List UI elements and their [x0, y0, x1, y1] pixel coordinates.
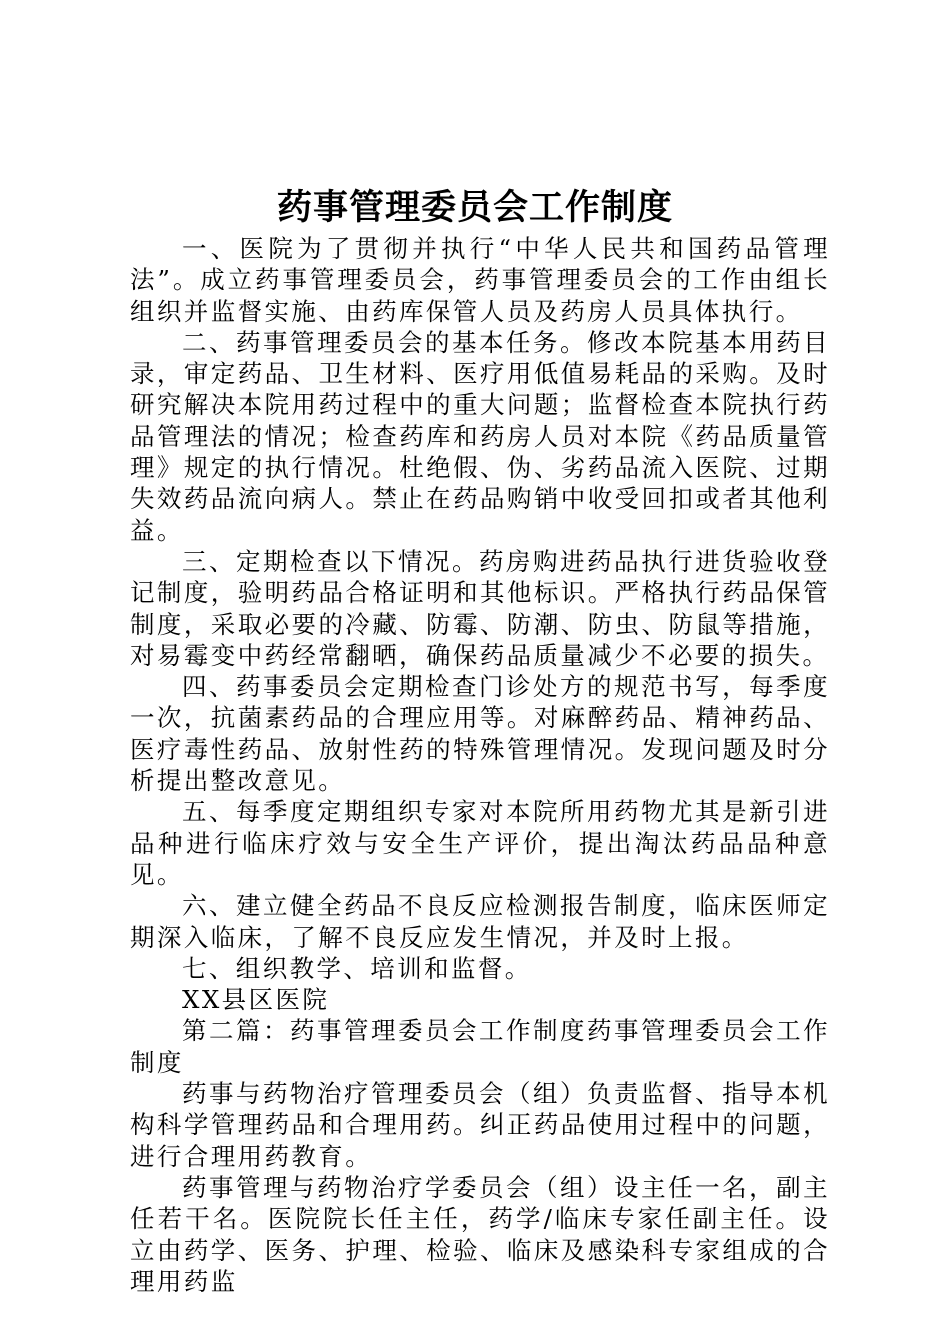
- paragraph-1: 一、医院为了贯彻并执行“中华人民共和国药品管理法”。成立药事管理委员会，药事管理委员会的工作由组长组织并监督实施、由药库保管人员及药房人员具体执行。: [130, 234, 830, 326]
- paragraph-8: 药事与药物治疗管理委员会（组）负责监督、指导本机构科学管理药品和合理用药。纠正药品使用过程中的问题，进行合理用药教育。: [130, 1079, 830, 1171]
- hospital-name-line: XX县区医院: [182, 985, 330, 1015]
- paragraph-5: 五、每季度定期组织专家对本院所用药物尤其是新引进品种进行临床疗效与安全生产评价，提出淘汰药品品种意见。: [130, 797, 830, 889]
- paragraph-4: 四、药事委员会定期检查门诊处方的规范书写，每季度一次，抗菌素药品的合理应用等。对麻醉药品、精神药品、医疗毒性药品、放射性药的特殊管理情况。发现问题及时分析提出整改意见。: [130, 672, 830, 796]
- section-two-heading: 第二篇：药事管理委员会工作制度药事管理委员会工作制度: [130, 1016, 830, 1077]
- paragraph-9: 药事管理与药物治疗学委员会（组）设主任一名，副主任若干名。医院院长任主任，药学/临床专家任副主任。设立由药学、医务、护理、检验、临床及感染科专家组成的合理用药监: [130, 1172, 830, 1296]
- paragraph-2: 二、药事管理委员会的基本任务。修改本院基本用药目录，审定药品、卫生材料、医疗用低值易耗品的采购。及时研究解决本院用药过程中的重大问题；监督检查本院执行药品管理法的情况；检查药库和药房人员对本院《药品质量管理》规定的执行情况。杜绝假、伪、劣药品流入医院、过期失效药品流向病人。禁止在药品购销中收受回扣或者其他利益。: [130, 327, 830, 545]
- paragraph-3: 三、定期检查以下情况。药房购进药品执行进货验收登记制度，验明药品合格证明和其他标识。严格执行药品保管制度，采取必要的冷藏、防霉、防潮、防虫、防鼠等措施，对易霉变中药经常翻晒，确保药品质量减少不必要的损失。: [130, 546, 830, 670]
- paragraph-7: 七、组织教学、培训和监督。: [182, 953, 532, 983]
- document-title: 药事管理委员会工作制度: [276, 188, 673, 228]
- document-body: [130, 233, 830, 1297]
- paragraph-6: 六、建立健全药品不良反应检测报告制度，临床医师定期深入临床，了解不良反应发生情况，并及时上报。: [130, 891, 830, 952]
